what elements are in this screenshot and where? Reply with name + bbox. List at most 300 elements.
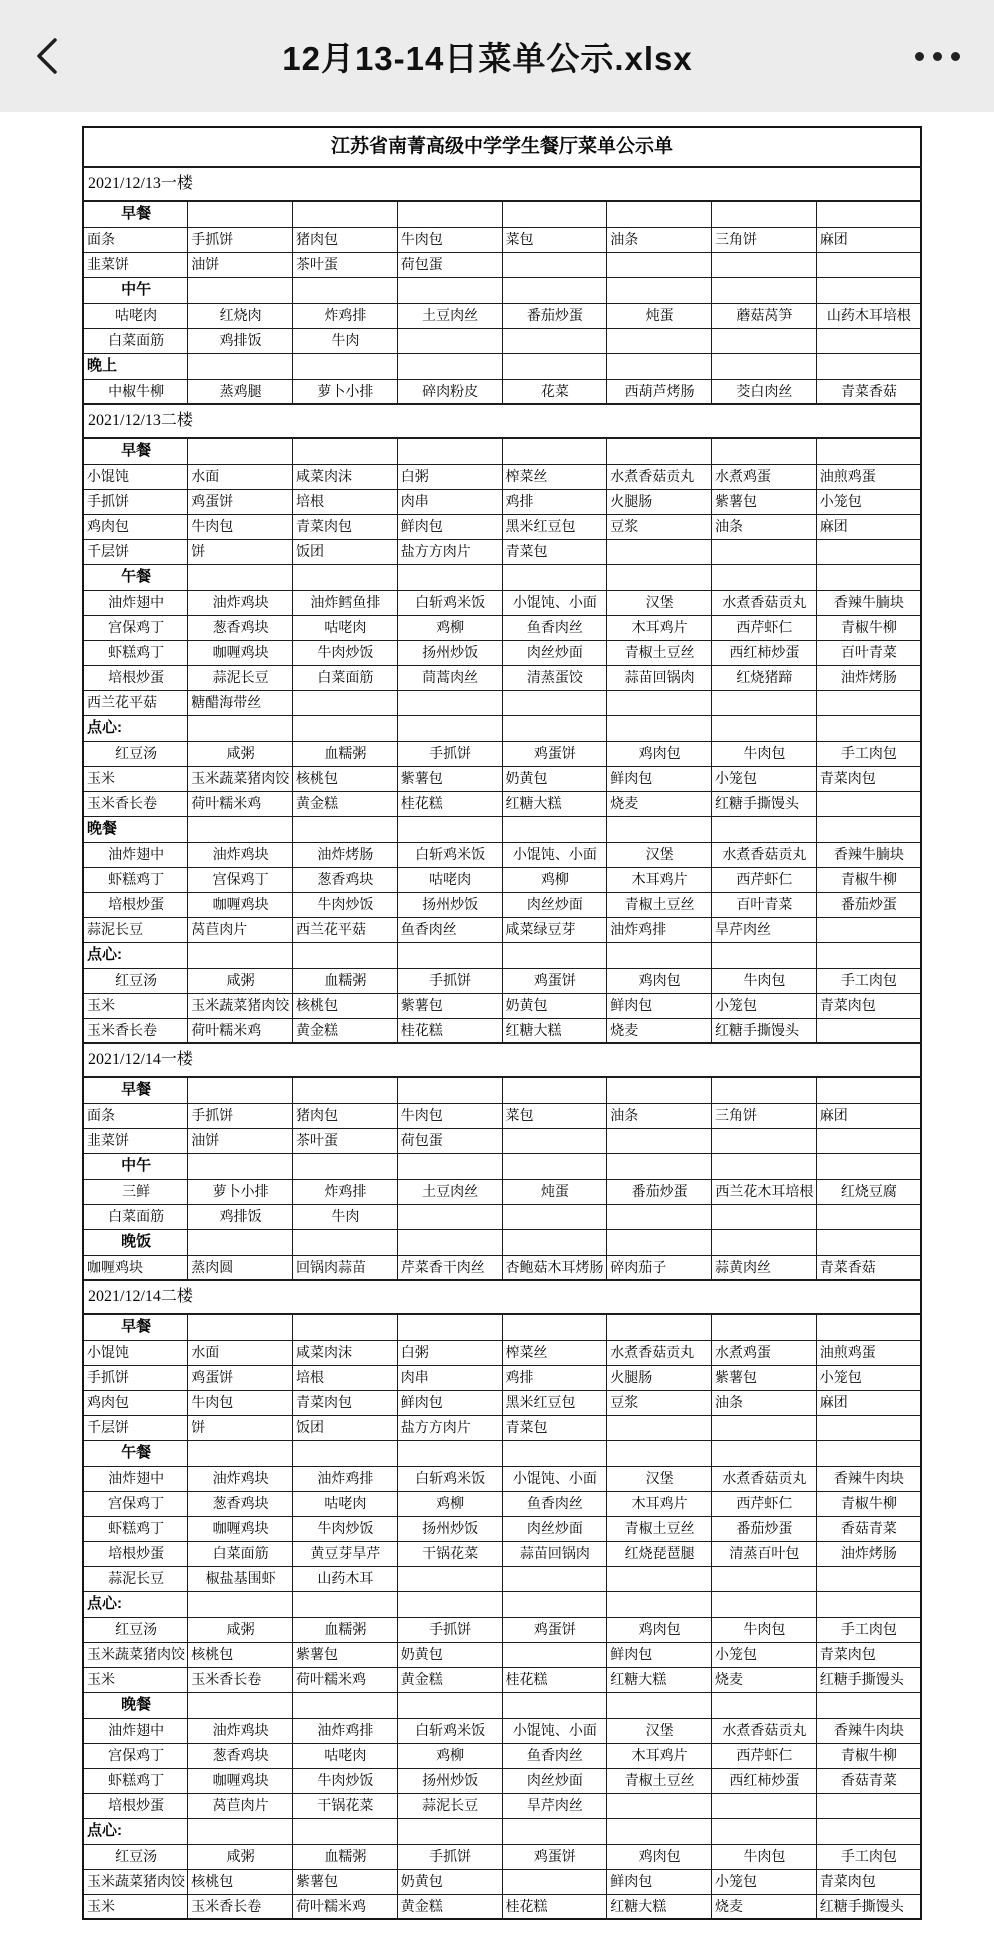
empty-cell: [816, 353, 921, 379]
dish-cell: 红糖大糕: [607, 1667, 712, 1692]
menu-row: [83, 1768, 921, 1793]
empty-cell: [293, 1440, 398, 1466]
dish-cell: 红糖手撕馒头: [712, 1018, 817, 1043]
dish-cell: 旱芹肉丝: [502, 1793, 607, 1818]
menu-row: [83, 464, 921, 489]
meal-label-row: [83, 1692, 921, 1718]
dish-cell: 烧麦: [712, 1667, 817, 1692]
more-button[interactable]: [915, 52, 960, 61]
dish-cell: 小笼包: [816, 1365, 921, 1390]
dish-cell: 核桃包: [293, 993, 398, 1018]
dish-cell: 白斩鸡米饭: [397, 1466, 502, 1491]
dish-cell: 桂花糕: [502, 1894, 607, 1919]
dish-cell: 荷叶糯米鸡: [293, 1667, 398, 1692]
dish-cell: 葱香鸡块: [188, 1491, 293, 1516]
empty-cell: [293, 942, 398, 968]
empty-cell: [293, 1591, 398, 1617]
dish-cell: 鲜肉包: [607, 1869, 712, 1894]
dish-cell: 杏鲍菇木耳烤肠: [502, 1255, 607, 1280]
dish-cell: 牛肉包: [712, 968, 817, 993]
dish-cell: 蘑菇莴笋: [712, 303, 817, 328]
dish-cell: 培根: [293, 489, 398, 514]
empty-cell: [188, 1229, 293, 1255]
meal-label: 晚上: [83, 353, 188, 379]
dish-cell: 干锅花菜: [293, 1793, 398, 1818]
dish-cell: 青菜包: [502, 539, 607, 564]
meal-label: 早餐: [83, 438, 188, 464]
empty-cell: [397, 942, 502, 968]
dish-cell: 扬州炒饭: [397, 640, 502, 665]
dish-cell: 青菜肉包: [293, 1390, 398, 1415]
dish-cell: 宫保鸡丁: [83, 1743, 188, 1768]
dish-cell: 烧麦: [712, 1894, 817, 1919]
empty-cell: [188, 277, 293, 303]
empty-cell: [712, 1153, 817, 1179]
dish-cell: 紫薯包: [293, 1642, 398, 1667]
dish-cell: 水煮鸡蛋: [712, 464, 817, 489]
dish-cell: 盐方方肉片: [397, 539, 502, 564]
date-row: [83, 1043, 921, 1077]
meal-label: 点心:: [83, 942, 188, 968]
empty-cell: [502, 1440, 607, 1466]
empty-cell: [293, 1153, 398, 1179]
menu-row: [83, 227, 921, 252]
dish-cell: 面条: [83, 1103, 188, 1128]
menu-row: [83, 1894, 921, 1919]
meal-label: 点心:: [83, 1818, 188, 1844]
dish-cell: 鸡柳: [397, 615, 502, 640]
dish-cell: 鲜肉包: [607, 766, 712, 791]
dish-cell: 莴苣肉片: [188, 1793, 293, 1818]
dish-cell: 油煎鸡蛋: [816, 464, 921, 489]
empty-cell: [502, 438, 607, 464]
empty-cell: [607, 715, 712, 741]
dish-cell: 油炸鸡块: [188, 842, 293, 867]
empty-cell: [607, 201, 712, 227]
dish-cell: 豆浆: [607, 514, 712, 539]
dish-cell: 红糖手撕馒头: [712, 791, 817, 816]
empty-cell: [712, 1793, 817, 1818]
empty-cell: [712, 1314, 817, 1340]
dish-cell: 菜包: [502, 227, 607, 252]
dish-cell: 手抓饼: [83, 489, 188, 514]
menu-row: [83, 690, 921, 715]
empty-cell: [607, 1204, 712, 1229]
menu-row: [83, 842, 921, 867]
dish-cell: 小笼包: [712, 993, 817, 1018]
dish-cell: 黑米红豆包: [502, 1390, 607, 1415]
empty-cell: [607, 816, 712, 842]
empty-cell: [816, 328, 921, 353]
dish-cell: 饼: [188, 1415, 293, 1440]
dish-cell: 芹菜香干肉丝: [397, 1255, 502, 1280]
empty-cell: [816, 438, 921, 464]
empty-cell: [607, 1591, 712, 1617]
dish-cell: 红糖手撕馒头: [816, 1667, 921, 1692]
dish-cell: 香辣牛肉块: [816, 1466, 921, 1491]
dish-cell: 白菜面筋: [83, 328, 188, 353]
dish-cell: 饼: [188, 539, 293, 564]
dish-cell: 油炸鸡排: [293, 1466, 398, 1491]
dish-cell: 桂花糕: [502, 1667, 607, 1692]
dish-cell: 玉米香长卷: [83, 1018, 188, 1043]
menu-row: [83, 1743, 921, 1768]
dish-cell: 椒盐基围虾: [188, 1566, 293, 1591]
menu-row: [83, 252, 921, 277]
menu-table: [82, 126, 922, 1920]
empty-cell: [712, 715, 817, 741]
menu-row: [83, 1103, 921, 1128]
dish-cell: 水煮香菇贡丸: [712, 842, 817, 867]
empty-cell: [293, 816, 398, 842]
dish-cell: 清蒸蛋饺: [502, 665, 607, 690]
empty-cell: [712, 942, 817, 968]
empty-cell: [607, 1440, 712, 1466]
meal-label-row: [83, 715, 921, 741]
dish-cell: 番茄炒蛋: [712, 1516, 817, 1541]
dish-cell: 鸡柳: [502, 867, 607, 892]
empty-cell: [712, 1229, 817, 1255]
dish-cell: 中椒牛柳: [83, 379, 188, 404]
empty-cell: [712, 1128, 817, 1153]
empty-cell: [712, 1415, 817, 1440]
dish-cell: 油炸鸡块: [188, 1718, 293, 1743]
empty-cell: [816, 1077, 921, 1103]
menu-row: [83, 1204, 921, 1229]
dish-cell: 黄豆芽旱芹: [293, 1541, 398, 1566]
file-preview-navbar: [0, 0, 994, 112]
dish-cell: 水煮香菇贡丸: [607, 464, 712, 489]
dish-cell: 茶叶蛋: [293, 1128, 398, 1153]
meal-label-row: [83, 201, 921, 227]
meal-label-row: [83, 353, 921, 379]
dish-cell: 香辣牛腩块: [816, 590, 921, 615]
dish-cell: 青椒土豆丝: [607, 1516, 712, 1541]
dish-cell: 面条: [83, 227, 188, 252]
dish-cell: 玉米蔬菜猪肉饺: [188, 766, 293, 791]
meal-label: 中午: [83, 1153, 188, 1179]
empty-cell: [397, 1566, 502, 1591]
dish-cell: 白粥: [397, 464, 502, 489]
meal-label-row: [83, 816, 921, 842]
dish-cell: 扬州炒饭: [397, 892, 502, 917]
menu-row: [83, 1844, 921, 1869]
table-title: 江苏省南菁高级中学学生餐厅菜单公示单: [83, 127, 921, 167]
dish-cell: 紫薯包: [712, 1365, 817, 1390]
dish-cell: 黄金糕: [397, 1667, 502, 1692]
menu-row: [83, 514, 921, 539]
menu-row: [83, 1390, 921, 1415]
dish-cell: 鱼香肉丝: [397, 917, 502, 942]
dish-cell: 白斩鸡米饭: [397, 842, 502, 867]
empty-cell: [397, 715, 502, 741]
dish-cell: 汉堡: [607, 1718, 712, 1743]
date-label: 2021/12/14二楼: [83, 1280, 921, 1314]
empty-cell: [502, 564, 607, 590]
dish-cell: 烧麦: [607, 791, 712, 816]
empty-cell: [397, 1229, 502, 1255]
menu-table-body: [83, 127, 921, 1919]
empty-cell: [188, 438, 293, 464]
empty-cell: [502, 328, 607, 353]
empty-cell: [188, 564, 293, 590]
menu-row: [83, 917, 921, 942]
empty-cell: [816, 791, 921, 816]
dish-cell: 荷叶糯米鸡: [293, 1894, 398, 1919]
dish-cell: 青椒土豆丝: [607, 1768, 712, 1793]
dish-cell: 手工肉包: [816, 968, 921, 993]
meal-label: 早餐: [83, 1077, 188, 1103]
empty-cell: [712, 1077, 817, 1103]
dish-cell: 奶黄包: [502, 993, 607, 1018]
dish-cell: 水面: [188, 464, 293, 489]
dish-cell: 核桃包: [188, 1642, 293, 1667]
empty-cell: [188, 1692, 293, 1718]
empty-cell: [712, 539, 817, 564]
dish-cell: 青菜包: [502, 1415, 607, 1440]
dish-cell: 白粥: [397, 1340, 502, 1365]
dish-cell: 红豆汤: [83, 968, 188, 993]
dish-cell: 虾糕鸡丁: [83, 867, 188, 892]
menu-row: [83, 1667, 921, 1692]
empty-cell: [712, 1440, 817, 1466]
empty-cell: [816, 1415, 921, 1440]
empty-cell: [607, 438, 712, 464]
empty-cell: [502, 1077, 607, 1103]
empty-cell: [816, 1229, 921, 1255]
empty-cell: [502, 690, 607, 715]
dish-cell: 手抓饼: [397, 1617, 502, 1642]
date-row: [83, 404, 921, 438]
empty-cell: [397, 438, 502, 464]
dish-cell: 鸡柳: [397, 1743, 502, 1768]
dish-cell: 紫薯包: [397, 766, 502, 791]
dish-cell: 血糯粥: [293, 968, 398, 993]
empty-cell: [502, 1314, 607, 1340]
dish-cell: 干锅花菜: [397, 1541, 502, 1566]
dish-cell: 手工肉包: [816, 1617, 921, 1642]
dish-cell: 小馄饨: [83, 464, 188, 489]
dish-cell: 咸菜肉沫: [293, 464, 398, 489]
dish-cell: 扬州炒饭: [397, 1516, 502, 1541]
empty-cell: [188, 353, 293, 379]
dish-cell: 油炸鸡排: [607, 917, 712, 942]
empty-cell: [816, 1204, 921, 1229]
empty-cell: [607, 1128, 712, 1153]
dish-cell: 莴苣肉片: [188, 917, 293, 942]
dish-cell: 黄金糕: [397, 1894, 502, 1919]
dish-cell: 咖喱鸡块: [83, 1255, 188, 1280]
dish-cell: 炖蛋: [607, 303, 712, 328]
dish-cell: 鸡肉包: [607, 968, 712, 993]
dish-cell: 茶叶蛋: [293, 252, 398, 277]
empty-cell: [607, 1229, 712, 1255]
empty-cell: [607, 942, 712, 968]
empty-cell: [607, 690, 712, 715]
document-viewport[interactable]: [0, 112, 994, 1950]
menu-row: [83, 766, 921, 791]
dish-cell: 培根炒蛋: [83, 665, 188, 690]
dish-cell: 扬州炒饭: [397, 1768, 502, 1793]
dish-cell: 旱芹肉丝: [712, 917, 817, 942]
empty-cell: [397, 277, 502, 303]
dish-cell: 虾糕鸡丁: [83, 1768, 188, 1793]
dish-cell: 油饼: [188, 252, 293, 277]
meal-label: 早餐: [83, 1314, 188, 1340]
empty-cell: [712, 1566, 817, 1591]
dish-cell: 葱香鸡块: [188, 615, 293, 640]
dish-cell: 玉米: [83, 1667, 188, 1692]
dish-cell: 油炸烤肠: [816, 1541, 921, 1566]
dish-cell: 红豆汤: [83, 741, 188, 766]
dish-cell: 肉串: [397, 489, 502, 514]
dish-cell: 水煮香菇贡丸: [607, 1340, 712, 1365]
dish-cell: 鲜肉包: [607, 1642, 712, 1667]
dish-cell: 葱香鸡块: [293, 867, 398, 892]
dish-cell: 香辣牛肉块: [816, 1718, 921, 1743]
menu-row: [83, 665, 921, 690]
empty-cell: [502, 1692, 607, 1718]
dish-cell: 碎肉茄子: [607, 1255, 712, 1280]
dish-cell: 肉丝炒面: [502, 1516, 607, 1541]
empty-cell: [816, 715, 921, 741]
meal-label: 午餐: [83, 564, 188, 590]
dish-cell: 香菇青菜: [816, 1516, 921, 1541]
dish-cell: 西兰花平菇: [293, 917, 398, 942]
empty-cell: [502, 277, 607, 303]
dish-cell: 肉串: [397, 1365, 502, 1390]
dish-cell: 水煮鸡蛋: [712, 1340, 817, 1365]
dish-cell: 牛肉: [293, 328, 398, 353]
empty-cell: [607, 277, 712, 303]
dish-cell: 宫保鸡丁: [83, 615, 188, 640]
dish-cell: 油炸翅中: [83, 842, 188, 867]
dish-cell: 奶黄包: [502, 766, 607, 791]
dish-cell: 鱼香肉丝: [502, 1743, 607, 1768]
meal-label: 点心:: [83, 715, 188, 741]
dish-cell: 手抓饼: [397, 968, 502, 993]
dish-cell: 牛肉包: [712, 1844, 817, 1869]
dish-cell: 番茄炒蛋: [502, 303, 607, 328]
dish-cell: 玉米蔬菜猪肉饺: [83, 1642, 188, 1667]
dish-cell: 玉米: [83, 1894, 188, 1919]
empty-cell: [502, 1818, 607, 1844]
dish-cell: 咕咾肉: [83, 303, 188, 328]
dish-cell: 桂花糕: [397, 1018, 502, 1043]
empty-cell: [397, 816, 502, 842]
dish-cell: 火腿肠: [607, 489, 712, 514]
dish-cell: 荷包蛋: [397, 1128, 502, 1153]
dish-cell: 咖喱鸡块: [188, 1516, 293, 1541]
empty-cell: [502, 715, 607, 741]
empty-cell: [502, 1869, 607, 1894]
menu-row: [83, 1415, 921, 1440]
dish-cell: 蒜苗回锅肉: [607, 665, 712, 690]
dish-cell: 青椒土豆丝: [607, 892, 712, 917]
dish-cell: 紫薯包: [397, 993, 502, 1018]
empty-cell: [293, 715, 398, 741]
empty-cell: [502, 1566, 607, 1591]
dish-cell: 鸡柳: [397, 1491, 502, 1516]
dish-cell: 萝卜小排: [293, 379, 398, 404]
meal-label-row: [83, 1440, 921, 1466]
dish-cell: 红烧豆腐: [816, 1179, 921, 1204]
meal-label-row: [83, 277, 921, 303]
dish-cell: 青椒牛柳: [816, 1491, 921, 1516]
empty-cell: [502, 353, 607, 379]
dish-cell: 三鲜: [83, 1179, 188, 1204]
dish-cell: 鱼香肉丝: [502, 1491, 607, 1516]
empty-cell: [816, 816, 921, 842]
empty-cell: [712, 1818, 817, 1844]
back-button[interactable]: [34, 36, 60, 76]
dish-cell: 手工肉包: [816, 741, 921, 766]
dish-cell: 香菇青菜: [816, 1768, 921, 1793]
dish-cell: 咸粥: [188, 1844, 293, 1869]
empty-cell: [397, 353, 502, 379]
dish-cell: 西芹虾仁: [712, 1491, 817, 1516]
dish-cell: 水煮香菇贡丸: [712, 1466, 817, 1491]
dish-cell: 青菜肉包: [816, 1642, 921, 1667]
dish-cell: 手抓饼: [83, 1365, 188, 1390]
dish-cell: 玉米蔬菜猪肉饺: [83, 1869, 188, 1894]
dish-cell: 水煮香菇贡丸: [712, 590, 817, 615]
menu-row: [83, 993, 921, 1018]
dish-cell: 菜包: [502, 1103, 607, 1128]
empty-cell: [607, 1793, 712, 1818]
dish-cell: 鸡蛋饼: [188, 1365, 293, 1390]
dish-cell: 肉丝炒面: [502, 1768, 607, 1793]
menu-row: [83, 539, 921, 564]
dish-cell: 火腿肠: [607, 1365, 712, 1390]
empty-cell: [293, 1229, 398, 1255]
date-row: [83, 167, 921, 201]
empty-cell: [712, 816, 817, 842]
dish-cell: 土豆肉丝: [397, 1179, 502, 1204]
dish-cell: 油炸鸡排: [293, 1718, 398, 1743]
empty-cell: [188, 816, 293, 842]
dish-cell: 血糯粥: [293, 1617, 398, 1642]
menu-row: [83, 379, 921, 404]
empty-cell: [293, 564, 398, 590]
dish-cell: 木耳鸡片: [607, 867, 712, 892]
dish-cell: 青菜香菇: [816, 1255, 921, 1280]
dish-cell: 炸鸡排: [293, 303, 398, 328]
empty-cell: [816, 1692, 921, 1718]
dish-cell: 油炸鳕鱼排: [293, 590, 398, 615]
dish-cell: 百叶青菜: [816, 640, 921, 665]
dish-cell: 水面: [188, 1340, 293, 1365]
empty-cell: [502, 201, 607, 227]
dish-cell: 千层饼: [83, 539, 188, 564]
dish-cell: 小笼包: [712, 1869, 817, 1894]
dish-cell: 黄金糕: [293, 791, 398, 816]
dish-cell: 饭团: [293, 539, 398, 564]
dish-cell: 虾糕鸡丁: [83, 1516, 188, 1541]
empty-cell: [502, 1128, 607, 1153]
menu-row: [83, 1491, 921, 1516]
dish-cell: 咸菜绿豆芽: [502, 917, 607, 942]
dish-cell: 小馄饨、小面: [502, 1466, 607, 1491]
dish-cell: 青菜肉包: [816, 993, 921, 1018]
empty-cell: [816, 1153, 921, 1179]
dish-cell: 宫保鸡丁: [83, 1491, 188, 1516]
dish-cell: 咖喱鸡块: [188, 892, 293, 917]
empty-cell: [712, 201, 817, 227]
empty-cell: [816, 917, 921, 942]
empty-cell: [293, 277, 398, 303]
empty-cell: [607, 1314, 712, 1340]
